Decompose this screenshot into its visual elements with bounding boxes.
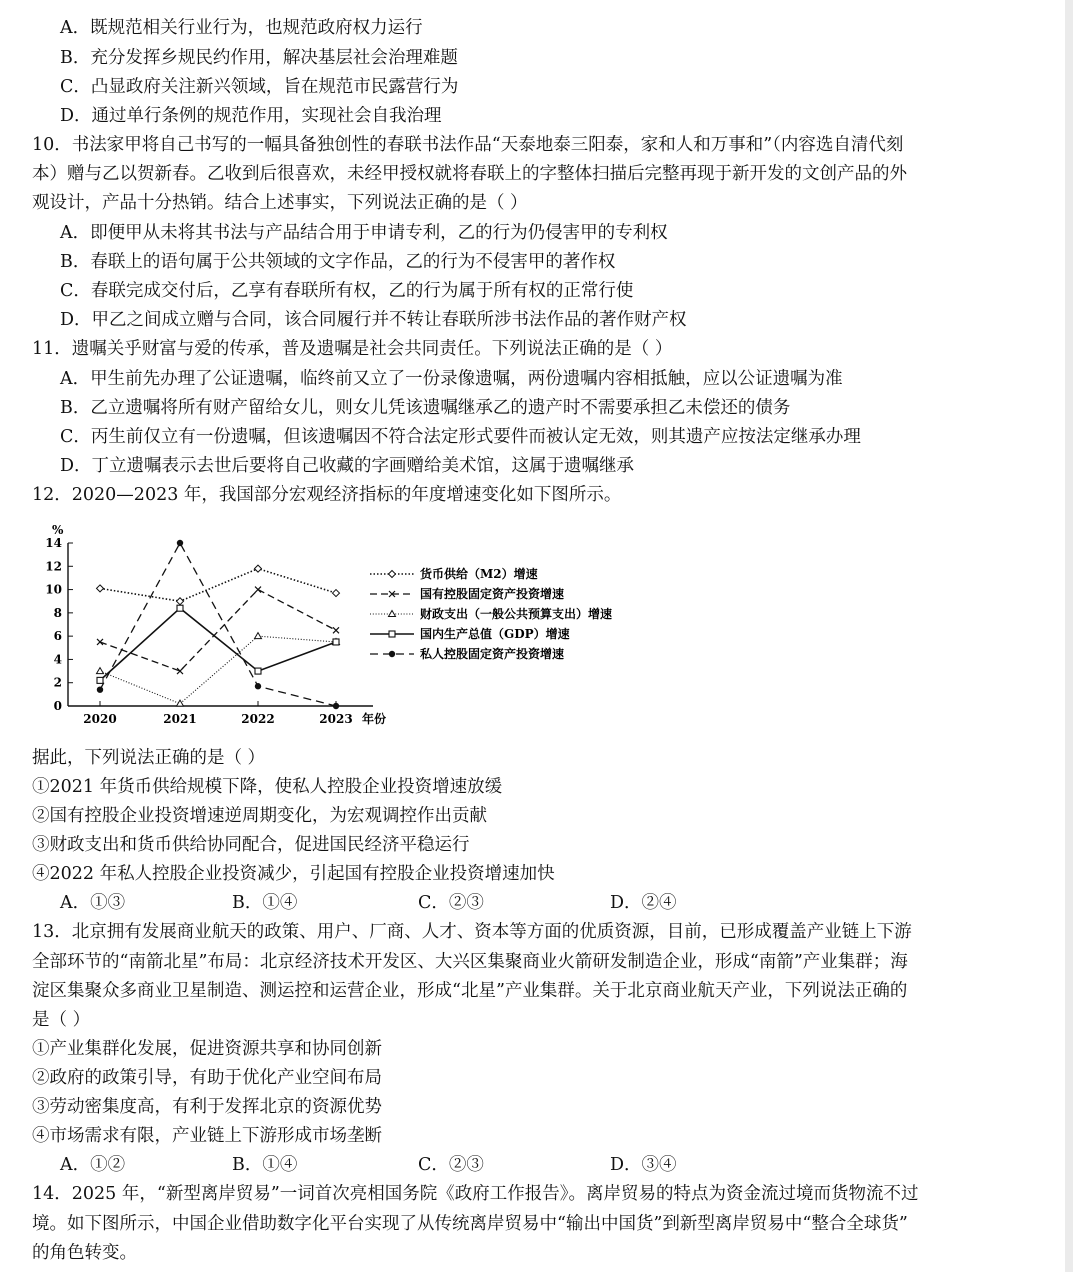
square-marker	[255, 668, 261, 674]
series-line	[100, 590, 336, 672]
q13-choice-c: C．②③	[418, 1155, 484, 1175]
series-line	[100, 636, 336, 704]
dot-marker	[177, 540, 183, 546]
legend-label: 国内生产总值（GDP）增速	[420, 627, 570, 641]
q10-option-d: D．甲乙之间成立赠与合同，该合同履行并不转让春联所涉书法作品的著作财产权	[60, 310, 687, 330]
square-marker	[97, 677, 103, 683]
q12-question: 据此，下列说法正确的是（ ）	[32, 748, 266, 768]
y-tick-label: 12	[45, 559, 62, 574]
triangle-marker	[255, 633, 262, 639]
chart-legend	[370, 566, 612, 661]
q11-option-b: B．乙立遗嘱将所有财产留给女儿，则女儿凭该遗嘱继承乙的遗产时不需要承担乙未偿还的债务	[60, 398, 791, 418]
legend-entry-1	[370, 566, 538, 581]
y-tick-label: 10	[45, 582, 62, 597]
diamond-marker	[255, 565, 262, 572]
x-tick-label: 2020	[83, 712, 117, 726]
legend-entry-3	[370, 606, 612, 621]
macro-indicator-line-chart	[28, 518, 658, 736]
dot-marker	[255, 683, 261, 689]
q11-stem: 11．遗嘱关乎财富与爱的传承，普及遗嘱是社会共同责任。下列说法正确的是（ ）	[32, 339, 673, 359]
diamond-marker	[389, 571, 396, 578]
q13-stem-line-1: 13．北京拥有发展商业航天的政策、用户、厂商、人才、资本等方面的优质资源，目前，已形成覆盖产业链上下游	[32, 922, 912, 942]
dot-marker	[333, 703, 339, 709]
series-4	[97, 605, 339, 683]
x-tick-label: 2021	[163, 712, 197, 726]
q12-choice-d: D．②④	[610, 893, 677, 913]
legend-entry-4	[370, 626, 570, 641]
q9-option-c: C．凸显政府关注新兴领域，旨在规范市民露营行为	[60, 77, 459, 97]
legend-label: 财政支出（一般公共预算支出）增速	[420, 607, 613, 621]
triangle-marker	[97, 668, 104, 674]
legend-label: 货币供给（M2）增速	[420, 567, 538, 581]
q12-choice-c: C．②③	[418, 893, 484, 913]
legend-entry-5	[370, 646, 564, 661]
chart-series	[97, 540, 340, 709]
q11-option-d: D．丁立遗嘱表示去世后要将自己收藏的字画赠给美术馆，这属于遗嘱继承	[60, 456, 635, 476]
x-tick-label: 2022	[241, 712, 275, 726]
dot-marker	[97, 687, 103, 693]
y-tick-label: 8	[53, 605, 62, 620]
x-marker	[333, 627, 339, 633]
legend-label: 国有控股固定资产投资增速	[420, 587, 565, 601]
q13-choice-a: A．①②	[60, 1155, 126, 1175]
chart-axes	[45, 523, 386, 726]
q10-stem-line-2: 本）赠与乙以贺新春。乙收到后很喜欢，未经甲授权就将春联上的字整体扫描后完整再现于新开发的文创产品的外	[32, 164, 907, 184]
series-line	[100, 569, 336, 602]
diamond-marker	[97, 585, 104, 592]
q12-item-3: ③财政支出和货币供给协同配合，促进国民经济平稳运行	[32, 835, 470, 855]
series-line	[100, 608, 336, 680]
q13-choice-b: B．①④	[232, 1155, 298, 1175]
q12-stem: 12．2020—2023 年，我国部分宏观经济指标的年度增速变化如下图所示。	[32, 485, 622, 505]
q12-item-1: ①2021 年货币供给规模下降，使私人控股企业投资增速放缓	[32, 777, 503, 797]
q13-stem-line-2: 全部环节的“南箭北星”布局：北京经济技术开发区、大兴区集聚商业火箭研发制造企业，形成“南箭”产业集群；海	[32, 952, 908, 972]
x-marker	[255, 587, 261, 593]
q10-stem-line-3: 观设计，产品十分热销。结合上述事实，下列说法正确的是（ ）	[32, 193, 528, 213]
triangle-marker	[389, 611, 396, 617]
x-marker	[177, 668, 183, 674]
series-3	[97, 633, 340, 707]
square-marker	[177, 605, 183, 611]
q13-choice-d: D．③④	[610, 1155, 677, 1175]
q10-stem-line-1: 10．书法家甲将自己书写的一幅具备独创性的春联书法作品“天泰地泰三阳泰，家和人和万事和”（内容选自清代刻	[32, 135, 904, 155]
q13-stem-line-3: 淀区集聚众多商业卫星制造、测运控和运营企业，形成“北星”产业集群。关于北京商业航天产业，下列说法正确的	[32, 981, 908, 1001]
q11-option-a: A．甲生前先办理了公证遗嘱，临终前又立了一份录像遗嘱，两份遗嘱内容相抵触，应以公证遗嘱为准	[60, 369, 843, 389]
q14-stem-line-1: 14．2025 年，“新型离岸贸易”一词首次亮相国务院《政府工作报告》。离岸贸易的特点为资金流过境而货物流不过	[32, 1184, 919, 1204]
series-5	[97, 540, 339, 709]
y-tick-label: 0	[53, 699, 62, 713]
series-1	[97, 565, 340, 605]
y-tick-label: 6	[53, 629, 62, 644]
q10-option-c: C．春联完成交付后，乙享有春联所有权，乙的行为属于所有权的正常行使	[60, 281, 634, 301]
y-tick-label: 2	[53, 675, 62, 690]
series-2	[97, 587, 339, 675]
y-tick-label: 14	[45, 536, 62, 550]
q12-item-2: ②国有控股企业投资增速逆周期变化，为宏观调控作出贡献	[32, 806, 487, 826]
legend-entry-2	[370, 586, 564, 601]
x-axis-label: 年份	[362, 712, 387, 726]
q14-stem-line-2: 境。如下图所示，中国企业借助数字化平台实现了从传统离岸贸易中“输出中国货”到新型离岸贸易中“整合全球货”	[32, 1214, 908, 1234]
square-marker	[389, 631, 395, 637]
scrollbar-track[interactable]	[1065, 0, 1073, 1272]
q9-option-b: B．充分发挥乡规民约作用，解决基层社会治理难题	[60, 48, 458, 68]
dot-marker	[389, 651, 395, 657]
q12-choice-a: A．①③	[60, 893, 126, 913]
q13-stem-line-4: 是（ ）	[32, 1010, 91, 1030]
q11-option-c: C．丙生前仅立有一份遗嘱，但该遗嘱因不符合法定形式要件而被认定无效，则其遗产应按法定继承办理	[60, 427, 861, 447]
x-tick-label: 2023	[319, 712, 353, 726]
square-marker	[333, 639, 339, 645]
series-line	[100, 543, 336, 706]
legend-label: 私人控股固定资产投资增速	[420, 647, 565, 661]
x-marker	[97, 639, 103, 645]
q9-option-d: D．通过单行条例的规范作用，实现社会自我治理	[60, 106, 442, 126]
q10-option-a: A．即便甲从未将其书法与产品结合用于申请专利，乙的行为仍侵害甲的专利权	[60, 223, 668, 243]
q12-choice-b: B．①④	[232, 893, 298, 913]
q10-option-b: B．春联上的语句属于公共领域的文字作品，乙的行为不侵害甲的著作权	[60, 252, 616, 272]
q13-item-2: ②政府的政策引导，有助于优化产业空间布局	[32, 1068, 382, 1088]
q14-stem-line-3: 的角色转变。	[32, 1243, 137, 1263]
y-axis-label: %	[52, 523, 64, 537]
q13-item-1: ①产业集群化发展，促进资源共享和协同创新	[32, 1039, 382, 1059]
q13-item-4: ④市场需求有限，产业链上下游形成市场垄断	[32, 1126, 382, 1146]
y-tick-label: 4	[53, 652, 62, 667]
diamond-marker	[333, 590, 340, 597]
diamond-marker	[177, 598, 184, 605]
q13-item-3: ③劳动密集度高，有利于发挥北京的资源优势	[32, 1097, 382, 1117]
q12-item-4: ④2022 年私人控股企业投资减少，引起国有控股企业投资增速加快	[32, 864, 555, 884]
q9-option-a: A．既规范相关行业行为，也规范政府权力运行	[60, 18, 423, 38]
